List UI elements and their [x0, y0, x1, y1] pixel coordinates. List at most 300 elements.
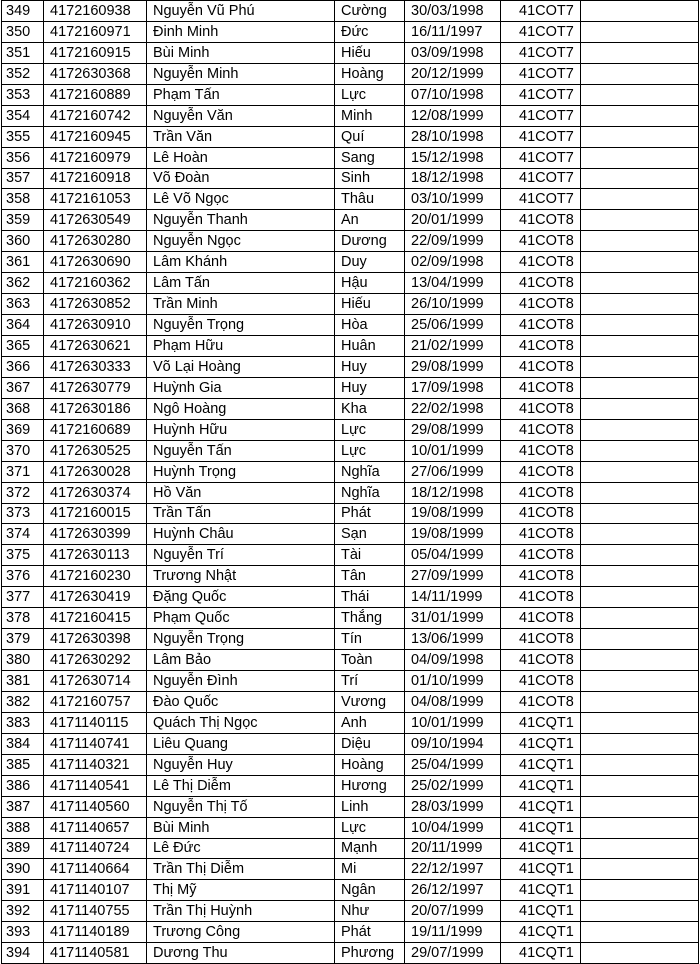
note-cell: [581, 922, 699, 943]
family-name-cell: Trần Minh: [147, 294, 335, 315]
row-number-cell: 368: [2, 398, 44, 419]
row-number-cell: 378: [2, 608, 44, 629]
note-cell: [581, 859, 699, 880]
given-name-cell: Mi: [335, 859, 405, 880]
given-name-cell: Dương: [335, 231, 405, 252]
birth-date-cell: 12/08/1999: [405, 105, 501, 126]
family-name-cell: Phạm Tấn: [147, 84, 335, 105]
birth-date-cell: 15/12/1998: [405, 147, 501, 168]
student-id-cell: 4171140581: [44, 943, 147, 964]
student-id-cell: 4172160918: [44, 168, 147, 189]
family-name-cell: Nguyễn Ngọc: [147, 231, 335, 252]
class-code-cell: 41COT7: [501, 168, 581, 189]
student-id-cell: 4172630714: [44, 671, 147, 692]
class-code-cell: 41CQT1: [501, 775, 581, 796]
given-name-cell: Diệu: [335, 733, 405, 754]
class-code-cell: 41COT8: [501, 398, 581, 419]
note-cell: [581, 691, 699, 712]
family-name-cell: Nguyễn Thị Tố: [147, 796, 335, 817]
student-id-cell: 4171140657: [44, 817, 147, 838]
row-number-cell: 373: [2, 503, 44, 524]
row-number-cell: 389: [2, 838, 44, 859]
birth-date-cell: 13/04/1999: [405, 273, 501, 294]
class-code-cell: 41CQT1: [501, 838, 581, 859]
note-cell: [581, 147, 699, 168]
table-row: [2, 377, 699, 398]
row-number-cell: 352: [2, 63, 44, 84]
student-id-cell: 4172630333: [44, 356, 147, 377]
family-name-cell: Lâm Tấn: [147, 273, 335, 294]
row-number-cell: 369: [2, 419, 44, 440]
student-id-cell: 4172630280: [44, 231, 147, 252]
row-number-cell: 365: [2, 336, 44, 357]
student-id-cell: 4171140755: [44, 901, 147, 922]
roster-body: [2, 1, 699, 964]
student-id-cell: 4172630374: [44, 482, 147, 503]
table-row: [2, 922, 699, 943]
family-name-cell: Nguyễn Vũ Phú: [147, 1, 335, 22]
row-number-cell: 387: [2, 796, 44, 817]
table-row: [2, 775, 699, 796]
note-cell: [581, 273, 699, 294]
family-name-cell: Đào Quốc: [147, 691, 335, 712]
family-name-cell: Đinh Minh: [147, 21, 335, 42]
given-name-cell: Vương: [335, 691, 405, 712]
note-cell: [581, 21, 699, 42]
note-cell: [581, 733, 699, 754]
birth-date-cell: 04/09/1998: [405, 650, 501, 671]
note-cell: [581, 817, 699, 838]
table-row: [2, 147, 699, 168]
note-cell: [581, 880, 699, 901]
student-id-cell: 4172630186: [44, 398, 147, 419]
class-code-cell: 41COT7: [501, 105, 581, 126]
given-name-cell: Minh: [335, 105, 405, 126]
class-code-cell: 41COT8: [501, 671, 581, 692]
table-row: [2, 273, 699, 294]
student-id-cell: 4172160415: [44, 608, 147, 629]
table-row: [2, 398, 699, 419]
note-cell: [581, 377, 699, 398]
family-name-cell: Nguyễn Minh: [147, 63, 335, 84]
row-number-cell: 362: [2, 273, 44, 294]
class-code-cell: 41COT8: [501, 629, 581, 650]
class-code-cell: 41COT7: [501, 1, 581, 22]
class-code-cell: 41COT8: [501, 294, 581, 315]
row-number-cell: 360: [2, 231, 44, 252]
note-cell: [581, 42, 699, 63]
row-number-cell: 363: [2, 294, 44, 315]
class-code-cell: 41COT8: [501, 377, 581, 398]
birth-date-cell: 20/01/1999: [405, 210, 501, 231]
note-cell: [581, 587, 699, 608]
given-name-cell: Phát: [335, 503, 405, 524]
student-id-cell: 4172630368: [44, 63, 147, 84]
note-cell: [581, 712, 699, 733]
note-cell: [581, 189, 699, 210]
table-row: [2, 126, 699, 147]
note-cell: [581, 838, 699, 859]
given-name-cell: Linh: [335, 796, 405, 817]
note-cell: [581, 126, 699, 147]
table-row: [2, 503, 699, 524]
birth-date-cell: 26/10/1999: [405, 294, 501, 315]
family-name-cell: Lê Thị Diễm: [147, 775, 335, 796]
table-row: [2, 63, 699, 84]
family-name-cell: Bùi Minh: [147, 817, 335, 838]
note-cell: [581, 315, 699, 336]
student-id-cell: 4172160971: [44, 21, 147, 42]
row-number-cell: 381: [2, 671, 44, 692]
table-row: [2, 482, 699, 503]
given-name-cell: Sang: [335, 147, 405, 168]
birth-date-cell: 26/12/1997: [405, 880, 501, 901]
class-code-cell: 41COT8: [501, 545, 581, 566]
birth-date-cell: 10/04/1999: [405, 817, 501, 838]
family-name-cell: Huỳnh Gia: [147, 377, 335, 398]
table-row: [2, 650, 699, 671]
birth-date-cell: 29/08/1999: [405, 419, 501, 440]
table-row: [2, 943, 699, 964]
family-name-cell: Nguyễn Tấn: [147, 440, 335, 461]
note-cell: [581, 503, 699, 524]
class-code-cell: 41COT8: [501, 315, 581, 336]
family-name-cell: Lê Võ Ngọc: [147, 189, 335, 210]
class-code-cell: 41CQT1: [501, 754, 581, 775]
birth-date-cell: 27/09/1999: [405, 566, 501, 587]
row-number-cell: 375: [2, 545, 44, 566]
given-name-cell: Phát: [335, 922, 405, 943]
birth-date-cell: 19/11/1999: [405, 922, 501, 943]
given-name-cell: Quí: [335, 126, 405, 147]
birth-date-cell: 17/09/1998: [405, 377, 501, 398]
given-name-cell: Kha: [335, 398, 405, 419]
family-name-cell: Nguyễn Trọng: [147, 315, 335, 336]
row-number-cell: 384: [2, 733, 44, 754]
student-id-cell: 4172160230: [44, 566, 147, 587]
row-number-cell: 353: [2, 84, 44, 105]
given-name-cell: Lực: [335, 419, 405, 440]
class-code-cell: 41CQT1: [501, 796, 581, 817]
birth-date-cell: 03/09/1998: [405, 42, 501, 63]
birth-date-cell: 28/10/1998: [405, 126, 501, 147]
class-code-cell: 41CQT1: [501, 859, 581, 880]
table-row: [2, 1, 699, 22]
birth-date-cell: 28/03/1999: [405, 796, 501, 817]
note-cell: [581, 419, 699, 440]
class-code-cell: 41COT8: [501, 252, 581, 273]
given-name-cell: Hiếu: [335, 42, 405, 63]
table-row: [2, 838, 699, 859]
family-name-cell: Nguyễn Thanh: [147, 210, 335, 231]
row-number-cell: 364: [2, 315, 44, 336]
family-name-cell: Huỳnh Châu: [147, 524, 335, 545]
student-id-cell: 4172161053: [44, 189, 147, 210]
row-number-cell: 391: [2, 880, 44, 901]
note-cell: [581, 398, 699, 419]
class-code-cell: 41COT7: [501, 126, 581, 147]
table-row: [2, 566, 699, 587]
family-name-cell: Nguyễn Trọng: [147, 629, 335, 650]
student-id-cell: 4171140107: [44, 880, 147, 901]
family-name-cell: Võ Đoàn: [147, 168, 335, 189]
student-id-cell: 4171140541: [44, 775, 147, 796]
given-name-cell: Toàn: [335, 650, 405, 671]
row-number-cell: 370: [2, 440, 44, 461]
family-name-cell: Hồ Văn: [147, 482, 335, 503]
birth-date-cell: 20/11/1999: [405, 838, 501, 859]
family-name-cell: Nguyễn Trí: [147, 545, 335, 566]
given-name-cell: Sinh: [335, 168, 405, 189]
family-name-cell: Nguyễn Huy: [147, 754, 335, 775]
table-row: [2, 294, 699, 315]
row-number-cell: 393: [2, 922, 44, 943]
given-name-cell: Hương: [335, 775, 405, 796]
note-cell: [581, 336, 699, 357]
birth-date-cell: 10/01/1999: [405, 712, 501, 733]
family-name-cell: Phạm Hữu: [147, 336, 335, 357]
given-name-cell: Cường: [335, 1, 405, 22]
class-code-cell: 41COT7: [501, 21, 581, 42]
table-row: [2, 231, 699, 252]
given-name-cell: Nghĩa: [335, 461, 405, 482]
row-number-cell: 361: [2, 252, 44, 273]
row-number-cell: 356: [2, 147, 44, 168]
row-number-cell: 366: [2, 356, 44, 377]
class-code-cell: 41COT7: [501, 63, 581, 84]
class-code-cell: 41COT8: [501, 482, 581, 503]
table-row: [2, 608, 699, 629]
student-id-cell: 4172160979: [44, 147, 147, 168]
table-row: [2, 880, 699, 901]
given-name-cell: Thắng: [335, 608, 405, 629]
birth-date-cell: 21/02/1999: [405, 336, 501, 357]
table-row: [2, 440, 699, 461]
student-id-cell: 4172160757: [44, 691, 147, 712]
student-id-cell: 4172630113: [44, 545, 147, 566]
table-row: [2, 587, 699, 608]
note-cell: [581, 775, 699, 796]
row-number-cell: 388: [2, 817, 44, 838]
class-code-cell: 41COT8: [501, 461, 581, 482]
table-row: [2, 84, 699, 105]
student-id-cell: 4172160938: [44, 1, 147, 22]
birth-date-cell: 16/11/1997: [405, 21, 501, 42]
birth-date-cell: 04/08/1999: [405, 691, 501, 712]
row-number-cell: 358: [2, 189, 44, 210]
note-cell: [581, 482, 699, 503]
note-cell: [581, 231, 699, 252]
class-code-cell: 41COT8: [501, 440, 581, 461]
table-row: [2, 168, 699, 189]
row-number-cell: 377: [2, 587, 44, 608]
student-id-cell: 4172160742: [44, 105, 147, 126]
class-code-cell: 41COT8: [501, 231, 581, 252]
given-name-cell: Lực: [335, 817, 405, 838]
row-number-cell: 349: [2, 1, 44, 22]
given-name-cell: Thái: [335, 587, 405, 608]
class-code-cell: 41COT8: [501, 356, 581, 377]
family-name-cell: Trương Công: [147, 922, 335, 943]
student-id-cell: 4171140321: [44, 754, 147, 775]
class-code-cell: 41COT7: [501, 147, 581, 168]
row-number-cell: 394: [2, 943, 44, 964]
family-name-cell: Lâm Khánh: [147, 252, 335, 273]
family-name-cell: Trần Thị Huỳnh: [147, 901, 335, 922]
given-name-cell: Sạn: [335, 524, 405, 545]
class-code-cell: 41CQT1: [501, 922, 581, 943]
class-code-cell: 41COT8: [501, 691, 581, 712]
note-cell: [581, 63, 699, 84]
student-id-cell: 4172630852: [44, 294, 147, 315]
given-name-cell: Duy: [335, 252, 405, 273]
family-name-cell: Bùi Minh: [147, 42, 335, 63]
birth-date-cell: 18/12/1998: [405, 482, 501, 503]
student-id-cell: 4172160362: [44, 273, 147, 294]
student-id-cell: 4172630621: [44, 336, 147, 357]
note-cell: [581, 796, 699, 817]
table-row: [2, 671, 699, 692]
note-cell: [581, 901, 699, 922]
given-name-cell: Huy: [335, 377, 405, 398]
table-row: [2, 524, 699, 545]
row-number-cell: 385: [2, 754, 44, 775]
note-cell: [581, 754, 699, 775]
given-name-cell: Lực: [335, 84, 405, 105]
note-cell: [581, 84, 699, 105]
row-number-cell: 372: [2, 482, 44, 503]
class-code-cell: 41COT7: [501, 42, 581, 63]
class-code-cell: 41COT8: [501, 503, 581, 524]
class-code-cell: 41COT7: [501, 84, 581, 105]
note-cell: [581, 1, 699, 22]
given-name-cell: Lực: [335, 440, 405, 461]
birth-date-cell: 05/04/1999: [405, 545, 501, 566]
family-name-cell: Ngô Hoàng: [147, 398, 335, 419]
student-id-cell: 4171140115: [44, 712, 147, 733]
family-name-cell: Lê Đức: [147, 838, 335, 859]
birth-date-cell: 07/10/1998: [405, 84, 501, 105]
note-cell: [581, 461, 699, 482]
given-name-cell: Hoàng: [335, 754, 405, 775]
row-number-cell: 374: [2, 524, 44, 545]
family-name-cell: Huỳnh Trọng: [147, 461, 335, 482]
class-code-cell: 41CQT1: [501, 733, 581, 754]
table-row: [2, 733, 699, 754]
given-name-cell: Anh: [335, 712, 405, 733]
given-name-cell: Phương: [335, 943, 405, 964]
student-id-cell: 4171140189: [44, 922, 147, 943]
given-name-cell: Trí: [335, 671, 405, 692]
table-row: [2, 210, 699, 231]
note-cell: [581, 168, 699, 189]
birth-date-cell: 03/10/1999: [405, 189, 501, 210]
table-row: [2, 42, 699, 63]
table-row: [2, 336, 699, 357]
student-id-cell: 4172630525: [44, 440, 147, 461]
given-name-cell: Mạnh: [335, 838, 405, 859]
birth-date-cell: 18/12/1998: [405, 168, 501, 189]
student-id-cell: 4172630028: [44, 461, 147, 482]
birth-date-cell: 13/06/1999: [405, 629, 501, 650]
family-name-cell: Nguyễn Đình: [147, 671, 335, 692]
given-name-cell: Huân: [335, 336, 405, 357]
family-name-cell: Nguyễn Văn: [147, 105, 335, 126]
table-row: [2, 189, 699, 210]
row-number-cell: 392: [2, 901, 44, 922]
given-name-cell: Như: [335, 901, 405, 922]
table-row: [2, 901, 699, 922]
birth-date-cell: 20/12/1999: [405, 63, 501, 84]
birth-date-cell: 29/08/1999: [405, 356, 501, 377]
birth-date-cell: 10/01/1999: [405, 440, 501, 461]
birth-date-cell: 22/02/1998: [405, 398, 501, 419]
row-number-cell: 380: [2, 650, 44, 671]
student-id-cell: 4171140724: [44, 838, 147, 859]
table-row: [2, 105, 699, 126]
family-name-cell: Đặng Quốc: [147, 587, 335, 608]
table-row: [2, 691, 699, 712]
row-number-cell: 382: [2, 691, 44, 712]
student-id-cell: 4172630398: [44, 629, 147, 650]
student-id-cell: 4172160889: [44, 84, 147, 105]
table-row: [2, 545, 699, 566]
note-cell: [581, 608, 699, 629]
family-name-cell: Lê Hoàn: [147, 147, 335, 168]
class-code-cell: 41CQT1: [501, 901, 581, 922]
note-cell: [581, 105, 699, 126]
table-row: [2, 629, 699, 650]
student-id-cell: 4172630419: [44, 587, 147, 608]
row-number-cell: 351: [2, 42, 44, 63]
birth-date-cell: 19/08/1999: [405, 503, 501, 524]
table-row: [2, 859, 699, 880]
student-id-cell: 4172630690: [44, 252, 147, 273]
student-id-cell: 4172160945: [44, 126, 147, 147]
family-name-cell: Dương Thu: [147, 943, 335, 964]
table-row: [2, 356, 699, 377]
birth-date-cell: 27/06/1999: [405, 461, 501, 482]
student-id-cell: 4172630910: [44, 315, 147, 336]
birth-date-cell: 31/01/1999: [405, 608, 501, 629]
family-name-cell: Thị Mỹ: [147, 880, 335, 901]
class-code-cell: 41COT8: [501, 419, 581, 440]
class-code-cell: 41CQT1: [501, 712, 581, 733]
given-name-cell: Ngân: [335, 880, 405, 901]
note-cell: [581, 356, 699, 377]
given-name-cell: Hậu: [335, 273, 405, 294]
note-cell: [581, 650, 699, 671]
note-cell: [581, 294, 699, 315]
note-cell: [581, 943, 699, 964]
row-number-cell: 371: [2, 461, 44, 482]
student-id-cell: 4172160015: [44, 503, 147, 524]
family-name-cell: Trần Thị Diễm: [147, 859, 335, 880]
student-id-cell: 4171140560: [44, 796, 147, 817]
birth-date-cell: 19/08/1999: [405, 524, 501, 545]
student-id-cell: 4172630549: [44, 210, 147, 231]
table-row: [2, 21, 699, 42]
class-code-cell: 41COT8: [501, 587, 581, 608]
given-name-cell: Hòa: [335, 315, 405, 336]
class-code-cell: 41COT8: [501, 210, 581, 231]
birth-date-cell: 20/07/1999: [405, 901, 501, 922]
class-code-cell: 41CQT1: [501, 943, 581, 964]
student-id-cell: 4172160915: [44, 42, 147, 63]
birth-date-cell: 02/09/1998: [405, 252, 501, 273]
given-name-cell: Tài: [335, 545, 405, 566]
birth-date-cell: 25/06/1999: [405, 315, 501, 336]
